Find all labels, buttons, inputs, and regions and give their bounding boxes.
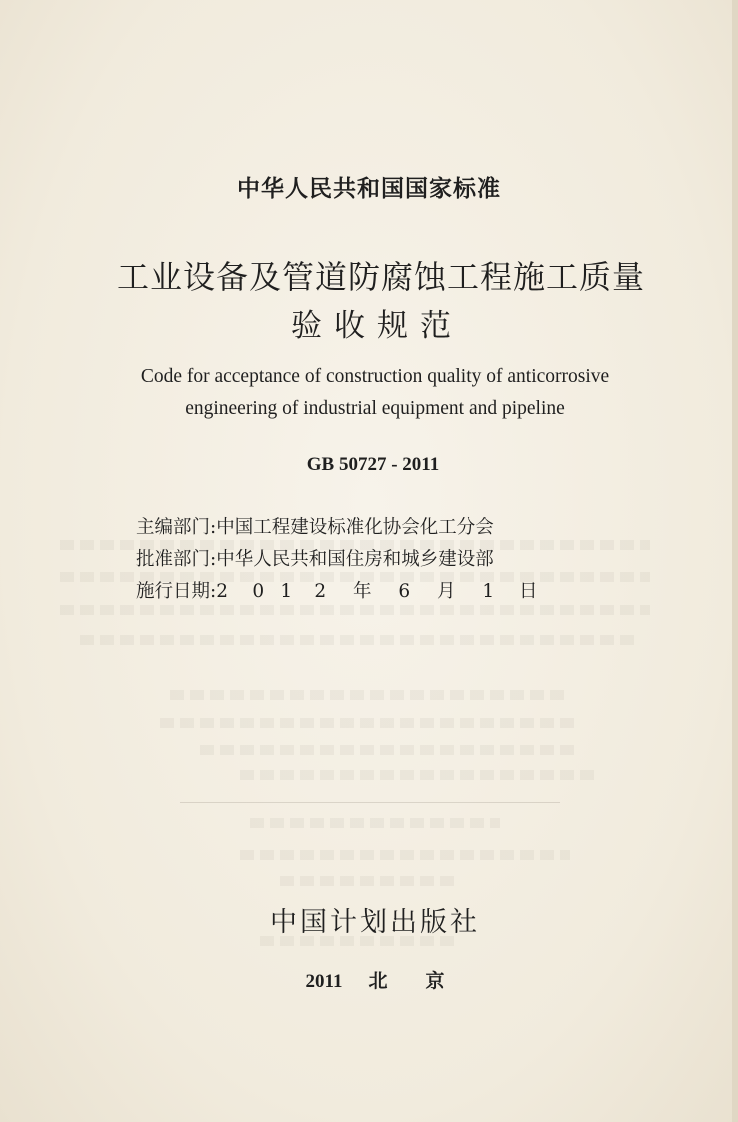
- title-line-1: 工业设备及管道防腐蚀工程施工质量: [116, 258, 645, 296]
- standard-code: GB 50727 - 2011: [306, 454, 440, 475]
- bleed-through-line: [240, 770, 600, 780]
- bleed-through-line: [80, 635, 640, 645]
- bleed-through-line: [60, 605, 650, 615]
- date-char: 6: [398, 581, 411, 602]
- bleed-through-line: [280, 876, 460, 886]
- date-char: 2: [216, 581, 229, 602]
- bleed-through-line: [200, 745, 580, 755]
- date-char: 月: [436, 581, 456, 602]
- effective-date-label: 施行日期:: [136, 581, 217, 602]
- date-char: 1: [280, 581, 293, 602]
- bleed-through-line: [240, 850, 570, 860]
- title-line-2: 验收规范: [291, 308, 463, 344]
- effective-date-value: [216, 581, 548, 602]
- approver-label: 批准部门:: [136, 549, 217, 570]
- approver-row: [136, 545, 494, 571]
- effective-date-row: [136, 577, 548, 603]
- date-char: 年: [352, 581, 372, 602]
- publication-year: 2011: [305, 971, 343, 992]
- bleed-through-rule: [180, 802, 560, 803]
- date-char: 日: [518, 581, 538, 602]
- english-title-line-1: Code for acceptance of construction quality of anticorrosive: [140, 366, 610, 387]
- editor-row: [136, 513, 494, 539]
- bleed-through-line: [160, 718, 580, 728]
- publication-line: [6, 966, 738, 993]
- page-edge: [732, 0, 738, 1122]
- date-char: 1: [482, 581, 495, 602]
- bleed-through-line: [250, 818, 500, 828]
- publication-city-char: 京: [425, 971, 445, 992]
- date-char: 2: [314, 581, 327, 602]
- english-title-line-2: engineering of industrial equipment and pipeline: [185, 398, 565, 419]
- editor-label: 主编部门:: [136, 517, 217, 538]
- date-char: 0: [252, 581, 265, 602]
- publication-city-char: 北: [368, 971, 388, 992]
- approver-value: 中华人民共和国住房和城乡建设部: [216, 549, 494, 570]
- standard-header: 中华人民共和国国家标准: [237, 176, 501, 202]
- editor-value: 中国工程建设标准化协会化工分会: [216, 517, 494, 538]
- publisher-name: 中国计划出版社: [270, 907, 480, 938]
- bleed-through-line: [170, 690, 570, 700]
